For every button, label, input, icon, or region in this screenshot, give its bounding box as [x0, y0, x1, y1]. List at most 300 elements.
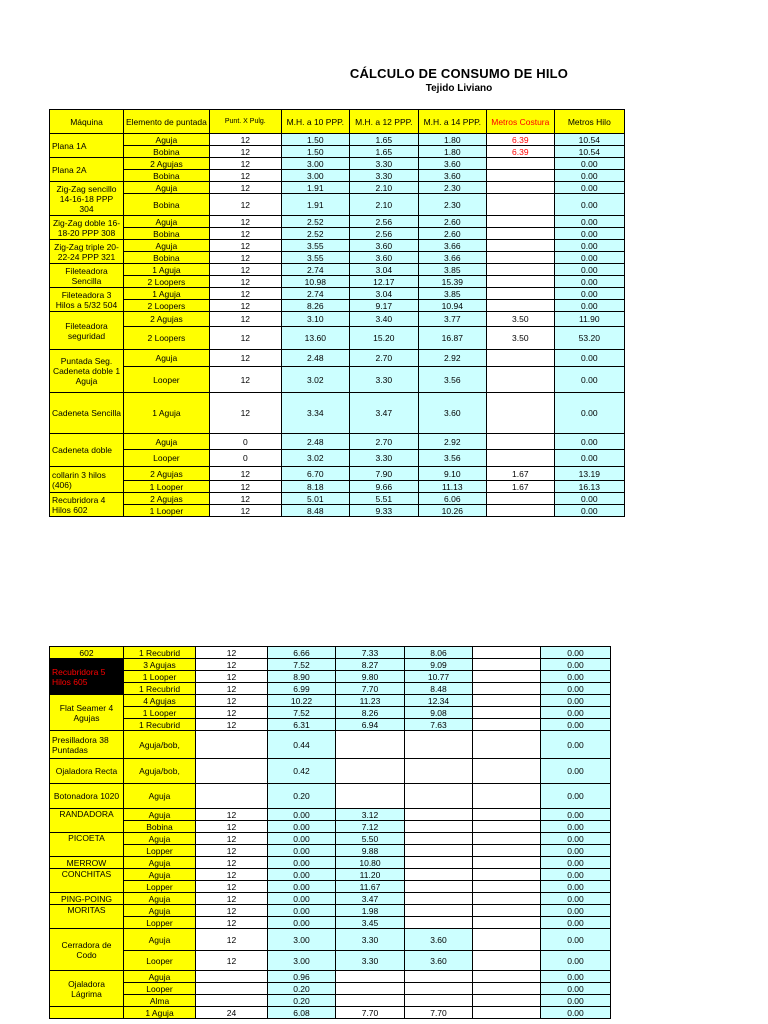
machine-cell: Ojaladora Recta	[50, 759, 124, 784]
mh14-cell: 3.66	[418, 240, 486, 252]
costura-cell	[486, 367, 554, 393]
element-cell: Aguja/bob,	[124, 731, 196, 759]
mh14-cell	[405, 833, 473, 845]
mh12-cell	[336, 731, 405, 759]
ppi-cell: 12	[209, 158, 281, 170]
table-row	[50, 434, 625, 450]
ppi-cell: 12	[196, 881, 268, 893]
element-cell: Alma	[124, 995, 196, 1007]
costura-cell	[473, 971, 541, 983]
machine-cell: Fileteadora Sencilla	[50, 264, 124, 288]
hilo-cell: 0.00	[554, 505, 624, 517]
table-row	[50, 659, 611, 671]
table-row	[50, 350, 625, 367]
table-row	[50, 833, 611, 845]
hilo-cell: 0.00	[554, 393, 624, 434]
mh14-cell: 2.92	[418, 350, 486, 367]
machine-cell: PICOETA	[50, 833, 124, 857]
mh14-cell: 1.80	[418, 134, 486, 146]
mh10-cell: 0.00	[268, 809, 336, 821]
mh12-cell: 3.04	[349, 264, 418, 276]
ppi-cell: 12	[209, 481, 281, 493]
mh12-cell: 15.20	[349, 327, 418, 350]
table-row	[50, 146, 625, 158]
table-row	[50, 695, 611, 707]
ppi-cell: 12	[209, 312, 281, 327]
costura-cell	[486, 300, 554, 312]
ppi-cell: 12	[209, 493, 281, 505]
costura-cell: 1.67	[486, 481, 554, 493]
table-row	[50, 240, 625, 252]
mh14-cell: 2.30	[418, 194, 486, 216]
mh14-cell: 9.10	[418, 467, 486, 481]
mh10-cell: 2.48	[281, 350, 349, 367]
mh10-cell: 0.20	[268, 784, 336, 809]
ppi-cell: 12	[209, 252, 281, 264]
mh14-cell	[405, 983, 473, 995]
mh14-cell: 3.60	[418, 158, 486, 170]
costura-cell	[486, 228, 554, 240]
costura-cell	[486, 182, 554, 194]
header-elemento: Elemento de puntada	[124, 110, 210, 134]
hilo-cell: 0.00	[554, 194, 624, 216]
mh10-cell: 7.52	[268, 707, 336, 719]
ppi-cell: 12	[196, 893, 268, 905]
hilo-cell: 0.00	[554, 350, 624, 367]
element-cell: 1 Looper	[124, 505, 210, 517]
mh12-cell: 3.04	[349, 288, 418, 300]
table-row	[50, 216, 625, 228]
hilo-cell: 0.00	[541, 719, 611, 731]
ppi-cell: 12	[209, 505, 281, 517]
mh12-cell: 7.90	[349, 467, 418, 481]
hilo-cell: 0.00	[541, 659, 611, 671]
element-cell: Aguja	[124, 134, 210, 146]
costura-cell: 1.67	[486, 467, 554, 481]
hilo-cell: 0.00	[554, 182, 624, 194]
costura-cell	[473, 784, 541, 809]
hilo-cell: 16.13	[554, 481, 624, 493]
mh10-cell: 0.20	[268, 983, 336, 995]
page-title: CÁLCULO DE CONSUMO DE HILO	[349, 66, 569, 81]
mh14-cell	[405, 821, 473, 833]
mh12-cell: 3.30	[336, 951, 405, 971]
ppi-cell	[196, 759, 268, 784]
mh10-cell: 6.08	[268, 1007, 336, 1019]
element-cell: 1 Aguja	[124, 1007, 196, 1019]
mh10-cell: 0.00	[268, 833, 336, 845]
element-cell: Bobina	[124, 228, 210, 240]
table-row	[50, 821, 611, 833]
hilo-cell: 0.00	[541, 731, 611, 759]
table-row	[50, 264, 625, 276]
mh10-cell: 6.99	[268, 683, 336, 695]
mh10-cell: 0.00	[268, 821, 336, 833]
element-cell: Aguja	[124, 833, 196, 845]
element-cell: 1 Looper	[124, 481, 210, 493]
hilo-cell: 10.54	[554, 134, 624, 146]
element-cell: Aguja	[124, 809, 196, 821]
element-cell: 1 Recubrid	[124, 719, 196, 731]
ppi-cell: 12	[196, 809, 268, 821]
mh14-cell: 3.77	[418, 312, 486, 327]
machine-cell: Zig-Zag doble 16-18-20 PPP 308	[50, 216, 124, 240]
hilo-cell: 0.00	[541, 905, 611, 917]
mh14-cell	[405, 809, 473, 821]
machine-cell: Fileteadora seguridad	[50, 312, 124, 350]
table-row	[50, 312, 625, 327]
mh10-cell: 13.60	[281, 327, 349, 350]
element-cell: Looper	[124, 951, 196, 971]
mh12-cell	[336, 784, 405, 809]
machine-cell: collarin 3 hilos (406)	[50, 467, 124, 493]
hilo-cell: 11.90	[554, 312, 624, 327]
machine-cell: Plana 2A	[50, 158, 124, 182]
element-cell: 2 Loopers	[124, 327, 210, 350]
mh12-cell: 3.30	[349, 170, 418, 182]
mh12-cell: 3.30	[349, 158, 418, 170]
ppi-cell	[196, 995, 268, 1007]
table-row	[50, 917, 611, 929]
element-cell: 2 Agujas	[124, 467, 210, 481]
mh14-cell	[405, 917, 473, 929]
mh14-cell: 1.80	[418, 146, 486, 158]
hilo-cell: 0.00	[541, 759, 611, 784]
machine-cell: RANDADORA	[50, 809, 124, 833]
mh12-cell: 2.56	[349, 228, 418, 240]
element-cell: 1 Recubrid	[124, 683, 196, 695]
mh12-cell: 3.60	[349, 240, 418, 252]
element-cell: Bobina	[124, 170, 210, 182]
table-row	[50, 647, 611, 659]
mh10-cell: 6.31	[268, 719, 336, 731]
hilo-cell: 0.00	[541, 707, 611, 719]
mh12-cell: 7.33	[336, 647, 405, 659]
table-row	[50, 493, 625, 505]
machine-cell: Ojaladora Lágrima	[50, 971, 124, 1007]
ppi-cell	[196, 731, 268, 759]
ppi-cell: 0	[209, 450, 281, 467]
table-row	[50, 300, 625, 312]
hilo-cell: 0.00	[541, 1007, 611, 1019]
table-row	[50, 450, 625, 467]
table-row	[50, 327, 625, 350]
mh10-cell: 3.00	[268, 929, 336, 951]
mh10-cell: 6.70	[281, 467, 349, 481]
element-cell: Looper	[124, 983, 196, 995]
machine-cell: Flat Seamer 4 Agujas	[50, 695, 124, 731]
mh12-cell: 3.30	[349, 450, 418, 467]
mh14-cell: 3.60	[405, 951, 473, 971]
costura-cell	[473, 1007, 541, 1019]
table-row	[50, 158, 625, 170]
page-subtitle: Tejido Liviano	[425, 83, 493, 94]
element-cell: 2 Agujas	[124, 493, 210, 505]
hilo-cell: 0.00	[554, 367, 624, 393]
mh14-cell: 3.66	[418, 252, 486, 264]
mh14-cell	[405, 995, 473, 1007]
mh14-cell: 3.60	[418, 393, 486, 434]
costura-cell	[486, 493, 554, 505]
hilo-cell: 0.00	[541, 857, 611, 869]
mh10-cell: 1.50	[281, 134, 349, 146]
element-cell: Aguja	[124, 216, 210, 228]
hilo-cell: 0.00	[554, 240, 624, 252]
mh10-cell: 0.00	[268, 905, 336, 917]
mh10-cell: 0.00	[268, 857, 336, 869]
costura-cell	[473, 695, 541, 707]
ppi-cell: 12	[196, 719, 268, 731]
table-row	[50, 288, 625, 300]
table-row	[50, 481, 625, 493]
costura-cell	[486, 450, 554, 467]
element-cell: Aguja	[124, 240, 210, 252]
ppi-cell: 12	[196, 683, 268, 695]
hilo-cell: 0.00	[541, 971, 611, 983]
mh14-cell: 2.30	[418, 182, 486, 194]
mh12-cell: 12.17	[349, 276, 418, 288]
element-cell: 2 Loopers	[124, 300, 210, 312]
costura-cell	[473, 869, 541, 881]
ppi-cell: 12	[209, 228, 281, 240]
element-cell: Aguja	[124, 869, 196, 881]
element-cell: Aguja	[124, 857, 196, 869]
header-mh12: M.H. a 12 PPP.	[349, 110, 418, 134]
ppi-cell: 12	[196, 857, 268, 869]
machine-cell: Plana 1A	[50, 134, 124, 158]
element-cell: 1 Looper	[124, 707, 196, 719]
hilo-cell: 0.00	[541, 983, 611, 995]
table-row	[50, 707, 611, 719]
mh10-cell: 3.00	[281, 170, 349, 182]
mh10-cell: 2.52	[281, 216, 349, 228]
ppi-cell: 12	[196, 845, 268, 857]
mh14-cell: 8.06	[405, 647, 473, 659]
mh12-cell: 2.10	[349, 194, 418, 216]
table-row	[50, 194, 625, 216]
mh14-cell	[405, 881, 473, 893]
mh10-cell: 1.91	[281, 194, 349, 216]
costura-cell	[486, 350, 554, 367]
mh14-cell: 10.77	[405, 671, 473, 683]
mh10-cell: 10.22	[268, 695, 336, 707]
mh10-cell: 5.01	[281, 493, 349, 505]
mh14-cell: 8.48	[405, 683, 473, 695]
element-cell: Aguja	[124, 350, 210, 367]
ppi-cell: 12	[196, 929, 268, 951]
mh12-cell	[336, 995, 405, 1007]
element-cell: 2 Loopers	[124, 276, 210, 288]
hilo-cell: 0.00	[541, 845, 611, 857]
ppi-cell	[196, 971, 268, 983]
mh12-cell: 9.17	[349, 300, 418, 312]
hilo-cell: 0.00	[541, 671, 611, 683]
mh14-cell	[405, 869, 473, 881]
mh14-cell: 9.08	[405, 707, 473, 719]
costura-cell: 3.50	[486, 312, 554, 327]
table-row	[50, 170, 625, 182]
ppi-cell: 12	[209, 393, 281, 434]
mh12-cell: 8.27	[336, 659, 405, 671]
element-cell: Aguja/bob,	[124, 759, 196, 784]
table-row	[50, 505, 625, 517]
costura-cell	[473, 647, 541, 659]
element-cell: Lopper	[124, 917, 196, 929]
machine-cell: Zig-Zag sencillo 14-16-18 PPP 304	[50, 182, 124, 216]
mh12-cell: 7.70	[336, 683, 405, 695]
element-cell: 1 Aguja	[124, 288, 210, 300]
machine-cell: Recubridora 5 Hilos 605	[50, 659, 124, 695]
hilo-cell: 0.00	[541, 784, 611, 809]
element-cell: Lopper	[124, 845, 196, 857]
costura-cell	[473, 809, 541, 821]
table-row	[50, 252, 625, 264]
hilo-cell: 0.00	[554, 300, 624, 312]
element-cell: 2 Agujas	[124, 312, 210, 327]
element-cell: Aguja	[124, 182, 210, 194]
mh10-cell: 3.34	[281, 393, 349, 434]
ppi-cell: 12	[209, 288, 281, 300]
mh10-cell: 0.00	[268, 869, 336, 881]
hilo-cell: 0.00	[541, 695, 611, 707]
mh12-cell: 10.80	[336, 857, 405, 869]
header-maquina: Máquina	[50, 110, 124, 134]
mh12-cell: 3.47	[336, 893, 405, 905]
ppi-cell: 0	[209, 434, 281, 450]
mh14-cell: 9.09	[405, 659, 473, 671]
element-cell: 1 Looper	[124, 671, 196, 683]
hilo-cell: 0.00	[541, 809, 611, 821]
costura-cell	[473, 929, 541, 951]
hilo-cell: 0.00	[554, 158, 624, 170]
hilo-cell: 0.00	[554, 170, 624, 182]
mh12-cell: 9.66	[349, 481, 418, 493]
mh12-cell: 3.45	[336, 917, 405, 929]
ppi-cell: 12	[209, 367, 281, 393]
mh10-cell: 3.10	[281, 312, 349, 327]
element-cell: Aguja	[124, 905, 196, 917]
mh12-cell: 3.30	[349, 367, 418, 393]
element-cell: Aguja	[124, 893, 196, 905]
costura-cell	[473, 905, 541, 917]
ppi-cell: 12	[209, 146, 281, 158]
hilo-cell: 0.00	[541, 833, 611, 845]
mh12-cell: 1.98	[336, 905, 405, 917]
mh10-cell: 0.00	[268, 881, 336, 893]
costura-cell	[486, 434, 554, 450]
ppi-cell: 12	[209, 134, 281, 146]
hilo-cell: 0.00	[541, 821, 611, 833]
mh14-cell: 12.34	[405, 695, 473, 707]
element-cell: Bobina	[124, 252, 210, 264]
costura-cell	[473, 731, 541, 759]
costura-cell	[473, 893, 541, 905]
header-mh14: M.H. a 14 PPP.	[418, 110, 486, 134]
machine-cell: MORITAS	[50, 905, 124, 929]
hilo-cell: 0.00	[554, 276, 624, 288]
hilo-cell: 0.00	[541, 951, 611, 971]
costura-cell: 3.50	[486, 327, 554, 350]
costura-cell	[486, 264, 554, 276]
costura-cell	[486, 240, 554, 252]
hilo-cell: 0.00	[554, 216, 624, 228]
machine-cell: PING-POING	[50, 893, 124, 905]
costura-cell	[486, 216, 554, 228]
machine-cell	[50, 1007, 124, 1019]
machine-cell: MERROW	[50, 857, 124, 869]
mh12-cell: 1.65	[349, 146, 418, 158]
mh12-cell: 2.56	[349, 216, 418, 228]
mh14-cell: 3.56	[418, 450, 486, 467]
hilo-cell: 10.54	[554, 146, 624, 158]
costura-cell: 6.39	[486, 146, 554, 158]
mh10-cell: 2.74	[281, 264, 349, 276]
mh14-cell: 7.63	[405, 719, 473, 731]
ppi-cell: 12	[209, 264, 281, 276]
mh14-cell	[405, 893, 473, 905]
table-row	[50, 971, 611, 983]
element-cell: 1 Recubrid	[124, 647, 196, 659]
costura-cell	[473, 833, 541, 845]
costura-cell	[486, 505, 554, 517]
machine-cell: CONCHITAS	[50, 869, 124, 893]
mh12-cell: 9.88	[336, 845, 405, 857]
element-cell: Lopper	[124, 881, 196, 893]
ppi-cell	[196, 983, 268, 995]
mh12-cell: 2.10	[349, 182, 418, 194]
ppi-cell	[196, 784, 268, 809]
table-row	[50, 276, 625, 288]
element-cell: Looper	[124, 450, 210, 467]
mh12-cell: 3.47	[349, 393, 418, 434]
element-cell: Bobina	[124, 146, 210, 158]
mh10-cell: 3.00	[281, 158, 349, 170]
costura-cell	[486, 252, 554, 264]
machine-cell: Fileteadora 3 Hilos a 5/32 504	[50, 288, 124, 312]
ppi-cell: 12	[196, 647, 268, 659]
mh14-cell: 3.56	[418, 367, 486, 393]
costura-cell	[486, 194, 554, 216]
mh12-cell: 7.70	[336, 1007, 405, 1019]
costura-cell	[473, 821, 541, 833]
costura-cell	[486, 288, 554, 300]
ppi-cell: 12	[209, 350, 281, 367]
machine-cell: Cadeneta Sencilla	[50, 393, 124, 434]
machine-cell: Cadeneta doble	[50, 434, 124, 467]
hilo-cell: 0.00	[554, 450, 624, 467]
table-row	[50, 784, 611, 809]
mh14-cell: 2.60	[418, 228, 486, 240]
thread-consumption-table-1	[49, 109, 625, 517]
element-cell: Aguja	[124, 929, 196, 951]
table-row	[50, 845, 611, 857]
element-cell: 2 Agujas	[124, 158, 210, 170]
mh10-cell: 0.00	[268, 845, 336, 857]
hilo-cell: 0.00	[541, 893, 611, 905]
ppi-cell: 12	[196, 905, 268, 917]
table-row	[50, 809, 611, 821]
mh12-cell: 3.30	[336, 929, 405, 951]
mh14-cell: 2.92	[418, 434, 486, 450]
table-row	[50, 719, 611, 731]
machine-cell: Recubridora 4 Hilos 602	[50, 493, 124, 517]
mh10-cell: 8.26	[281, 300, 349, 312]
ppi-cell: 12	[196, 659, 268, 671]
ppi-cell: 12	[196, 671, 268, 683]
mh10-cell: 0.00	[268, 917, 336, 929]
mh12-cell: 9.80	[336, 671, 405, 683]
mh14-cell: 6.06	[418, 493, 486, 505]
